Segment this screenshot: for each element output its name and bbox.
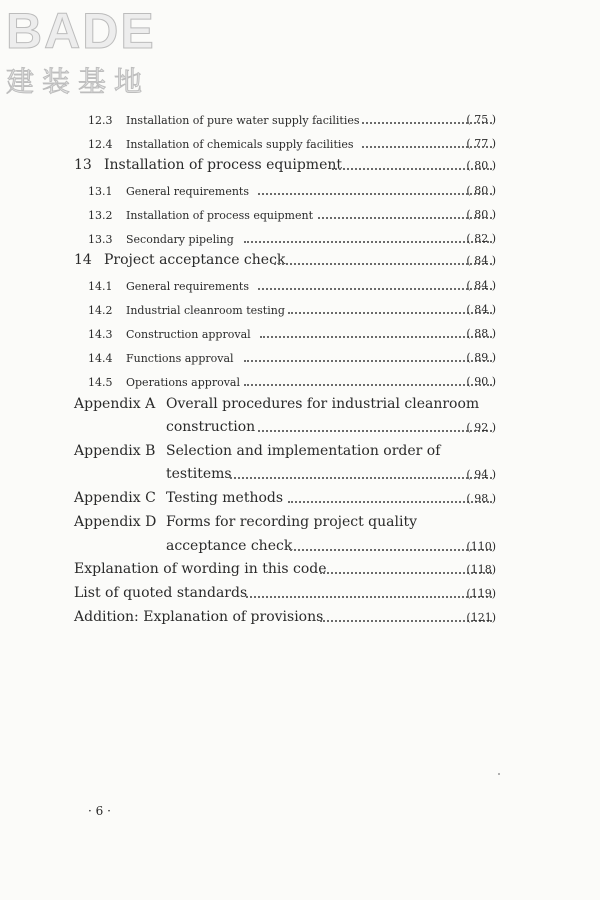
entry-number: 13: [74, 157, 92, 173]
entry-page: ( 84 ): [466, 279, 496, 292]
entry-number: Appendix D: [74, 514, 157, 530]
entry-page: (110): [466, 540, 496, 553]
entry-title: Testing methods: [166, 490, 284, 506]
toc-entry-appendix-a-cont: [0, 419, 600, 441]
entry-page: (118): [466, 563, 496, 576]
entry-number: 14: [74, 252, 92, 268]
leader-dots: [244, 241, 492, 243]
entry-title: General requirements: [126, 185, 249, 198]
entry-page: ( 84 ): [466, 254, 496, 267]
logo: [6, 4, 156, 100]
leader-dots: [244, 360, 492, 362]
entry-title: Operations approval: [126, 376, 240, 389]
toc-entry-14-4: [0, 349, 600, 371]
leader-dots: [230, 477, 492, 479]
toc-entry-14-5: [0, 373, 600, 395]
toc-entry-14-2: [0, 301, 600, 323]
entry-page: ( 75 ): [466, 113, 496, 126]
entry-number: 12.4: [88, 138, 113, 151]
toc-entry-appendix-b-cont: [0, 466, 600, 488]
entry-title: Project acceptance check: [104, 252, 286, 268]
entry-page: ( 77 ): [466, 137, 496, 150]
toc-entry-appendix-a: [0, 396, 600, 418]
toc-entry-explanation-of-wording: [0, 561, 600, 583]
entry-title: construction: [166, 419, 256, 435]
entry-page: ( 92 ): [466, 421, 496, 434]
toc-entry-13-2: [0, 206, 600, 228]
logo-text: BADE: [6, 3, 156, 59]
entry-number: 14.3: [88, 328, 113, 341]
leader-dots: [244, 384, 492, 386]
leader-dots: [258, 193, 492, 195]
toc-entry-13: [0, 157, 600, 179]
toc-entry-13-1: [0, 182, 600, 204]
entry-page: ( 94 ): [466, 468, 496, 481]
toc-entry-13-3: [0, 230, 600, 252]
entry-page: ( 88 ): [466, 327, 496, 340]
toc-entry-12-3: [0, 111, 600, 133]
entry-number: 14.2: [88, 304, 113, 317]
toc-entry-appendix-d: [0, 514, 600, 536]
entry-title: Installation of process equipment: [104, 157, 342, 173]
scan-speck: [498, 773, 500, 775]
entry-page: ( 80 ): [466, 159, 496, 172]
entry-title: Installation of chemicals supply facilities: [126, 138, 354, 151]
entry-title: Construction approval: [126, 328, 251, 341]
leader-dots: [290, 549, 492, 551]
entry-page: ( 90 ): [466, 375, 496, 388]
toc-entry-14-3: [0, 325, 600, 347]
entry-page: ( 82 ): [466, 232, 496, 245]
toc-entry-12-4: [0, 135, 600, 157]
entry-number: Appendix B: [74, 443, 156, 459]
leader-dots: [246, 596, 492, 598]
entry-number: 12.3: [88, 114, 113, 127]
entry-title: Functions approval: [126, 352, 234, 365]
entry-number: Appendix A: [74, 396, 156, 412]
toc-entry-appendix-d-cont: [0, 538, 600, 560]
toc-entry-14-1: [0, 277, 600, 299]
entry-page: ( 80 ): [466, 208, 496, 221]
entry-title: General requirements: [126, 280, 249, 293]
entry-title: List of quoted standards: [74, 585, 248, 601]
leader-dots: [260, 336, 492, 338]
entry-number: 14.5: [88, 376, 113, 389]
entry-number: 14.4: [88, 352, 113, 365]
entry-number: 13.3: [88, 233, 113, 246]
entry-title: Industrial cleanroom testing: [126, 304, 285, 317]
entry-page: (121): [466, 611, 496, 624]
entry-page: ( 98 ): [466, 492, 496, 505]
entry-title: Explanation of wording in this code: [74, 561, 327, 577]
entry-title: Selection and implementation order of: [166, 443, 441, 459]
toc-entry-quoted-standards: [0, 585, 600, 607]
toc-entry-appendix-c: [0, 490, 600, 512]
entry-page: ( 80 ): [466, 184, 496, 197]
entry-page: (119): [466, 587, 496, 600]
toc-entry-appendix-b: [0, 443, 600, 465]
entry-page: ( 84 ): [466, 303, 496, 316]
entry-title: Overall procedures for industrial cleanroom: [166, 396, 480, 412]
entry-number: 13.2: [88, 209, 113, 222]
entry-number: Appendix C: [74, 490, 156, 506]
page-number: · 6 ·: [88, 804, 111, 818]
leader-dots: [258, 430, 492, 432]
leader-dots: [288, 312, 492, 314]
leader-dots: [274, 263, 492, 265]
entry-title: Installation of pure water supply facilities: [126, 114, 360, 127]
entry-title: Addition: Explanation of provisions: [74, 609, 324, 625]
entry-title: acceptance check: [166, 538, 293, 554]
entry-title: Secondary pipeling: [126, 233, 234, 246]
logo-subtext: 建装基地: [6, 65, 151, 98]
entry-number: 13.1: [88, 185, 113, 198]
entry-page: ( 89 ): [466, 351, 496, 364]
entry-number: 14.1: [88, 280, 113, 293]
leader-dots: [288, 501, 492, 503]
entry-title: Forms for recording project quality: [166, 514, 417, 530]
toc-entry-addition: [0, 609, 600, 631]
entry-title: Installation of process equipment: [126, 209, 313, 222]
entry-title: testitems: [166, 466, 232, 482]
leader-dots: [258, 288, 492, 290]
toc-entry-14: [0, 252, 600, 274]
